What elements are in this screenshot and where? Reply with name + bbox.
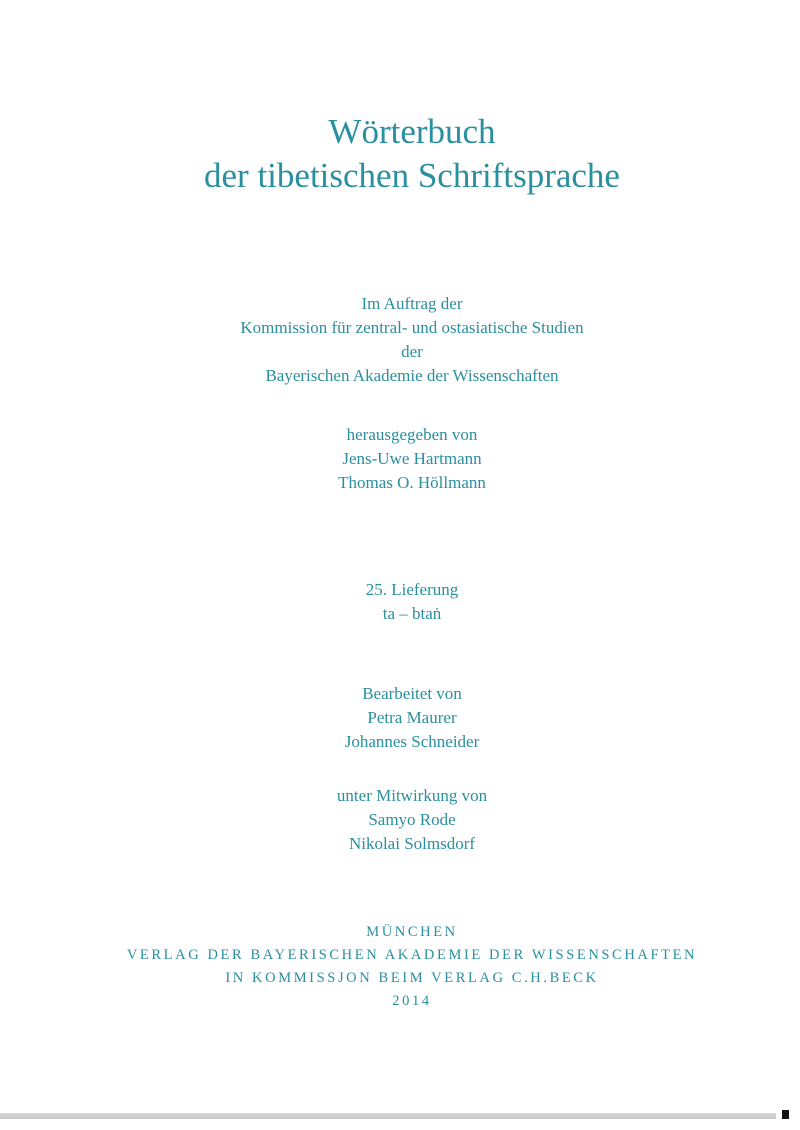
collaborator-name: Samyo Rode — [368, 810, 456, 829]
scan-edge-bar — [0, 1113, 776, 1119]
commission-line-2: Kommission für zentral- und ostasiatische Studien — [240, 318, 584, 337]
publisher-year: 2014 — [392, 993, 432, 1009]
revised-block — [0, 682, 800, 754]
commission-block — [0, 292, 800, 388]
publisher-city: MÜNCHEN — [366, 924, 458, 940]
collaboration-block — [0, 784, 800, 856]
issue-number: 25. Lieferung — [365, 580, 459, 599]
editor-name: Thomas O. Höllmann — [338, 473, 486, 492]
issue-block — [0, 578, 800, 626]
issue-range: ta – btaṅ — [382, 604, 442, 623]
revisor-name: Johannes Schneider — [344, 732, 480, 751]
editor-name: Jens-Uwe Hartmann — [342, 449, 482, 468]
editors-block — [0, 423, 800, 495]
title-line-1: Wörterbuch — [328, 112, 496, 151]
publisher-line-2: IN KOMMISSJON BEIM VERLAG C.H.BECK — [225, 970, 599, 986]
commission-line-4: Bayerischen Akademie der Wissenschaften — [265, 366, 559, 385]
revisor-name: Petra Maurer — [367, 708, 457, 727]
scan-corner-mark — [782, 1110, 789, 1119]
title-line-2: der tibetischen Schriftsprache — [204, 156, 620, 195]
collaborator-name: Nikolai Solmsdorf — [348, 834, 476, 853]
publisher-line-1: VERLAG DER BAYERISCHEN AKADEMIE DER WISSENSCHAFTEN — [126, 947, 698, 963]
commission-line-3: der — [401, 342, 423, 361]
collaboration-intro: unter Mitwirkung von — [336, 786, 488, 805]
publisher-block — [0, 921, 800, 1013]
editors-intro: herausgegeben von — [346, 425, 478, 444]
revised-intro: Bearbeitet von — [362, 684, 462, 703]
commission-line-1: Im Auftrag der — [361, 294, 463, 313]
